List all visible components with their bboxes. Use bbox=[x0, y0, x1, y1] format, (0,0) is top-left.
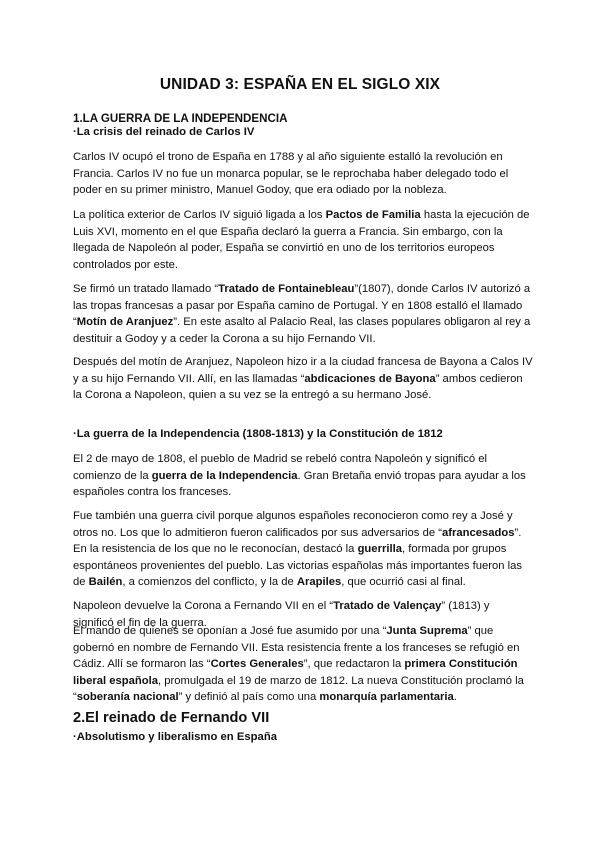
paragraph-8: El mando de quienes se oponían a José fue asumido por una “Junta Suprema” que gobernó en nombre de Fernando VII. Esta resistencia frente a los franceses se refugió en Cádiz. Allí se formaron las “Cortes Generales”, que redactaron la primera Constitución liberal española, promulgada el 19 de marzo de 1812. La nueva Constitución proclamó la “soberanía nacional” y definió al país como una monarquía parlamentaria. bbox=[73, 625, 524, 704]
paragraph-2: La política exterior de Carlos IV siguió ligada a los Pactos de Familia hasta la ejecución de Luis XVI, momento en el que España declaró la guerra a Francia. Sin embargo, con la llegada de Napoleón al poder, España se convirtió en uno de los territorios europeos controlados por este. bbox=[73, 209, 530, 271]
paragraph-6: Fue también una guerra civil porque algunos españoles reconocieron como rey a José y otros no. Los que lo admitieron fueron calificados por sus adversarios de “afrancesados”. En la resistencia de los que no le reconocían, destacó la guerrilla, formada por grupos espontáneos provenientes del pueblo. Las victorias españolas más importantes fueron las de Bailén, a comienzos del conflicto, y la de Arapiles, que ocurrió casi al final. bbox=[73, 510, 523, 589]
subsection-crisis-heading: ·La crisis del reinado de Carlos IV bbox=[73, 126, 255, 138]
paragraph-7: Napoleon devuelve la Corona a Fernando VII en el “Tratado de Valençay” (1813) y significó el fin de la guerra. bbox=[73, 600, 490, 629]
paragraph-1: Carlos IV ocupó el trono de España en 1788 y al año siguiente estalló la revolución en Francia. Carlos IV no fue un monarca popular, se le reprochaba haber delegado todo el poder en su primer ministro, Manuel Godoy, que era odiado por la nobleza. bbox=[73, 151, 509, 197]
section-1-heading: 1.LA GUERRA DE LA INDEPENDENCIA bbox=[73, 112, 288, 125]
subsection-guerra-heading: ·La guerra de la Independencia (1808-1813) y la Constitución de 1812 bbox=[73, 428, 443, 440]
paragraph-4: Después del motín de Aranjuez, Napoleon hizo ir a la ciudad francesa de Bayona a Calos IV y a su hijo Fernando VII. Allí, en las llamadas “abdicaciones de Bayona” ambos cedieron la Corona a Napoleon, quien a su vez se la entregó a su hermano José. bbox=[73, 356, 533, 402]
section-2-heading: 2.El reinado de Fernando VII bbox=[73, 710, 270, 726]
paragraph-5: El 2 de mayo de 1808, el pueblo de Madrid se rebeló contra Napoleón y significó el comienzo de la guerra de la Independencia. Gran Bretaña envió tropas para ayudar a los españoles contra los franceses. bbox=[73, 453, 526, 499]
subsection-absolutismo-heading: ·Absolutismo y liberalismo en España bbox=[73, 731, 278, 743]
page-title: UNIDAD 3: ESPAÑA EN EL SIGLO XIX bbox=[159, 76, 441, 93]
paragraph-3: Se firmó un tratado llamado “Tratado de Fontainebleau”(1807), donde Carlos IV autorizó a las tropas francesas a pasar por España camino de Portugal. Y en 1808 estalló el llamado “Motín de Aranjuez”. En este asalto al Palacio Real, las clases populares obligaron al rey a destituir a Godoy y a ceder la Corona a su hijo Fernando VII. bbox=[73, 283, 531, 345]
